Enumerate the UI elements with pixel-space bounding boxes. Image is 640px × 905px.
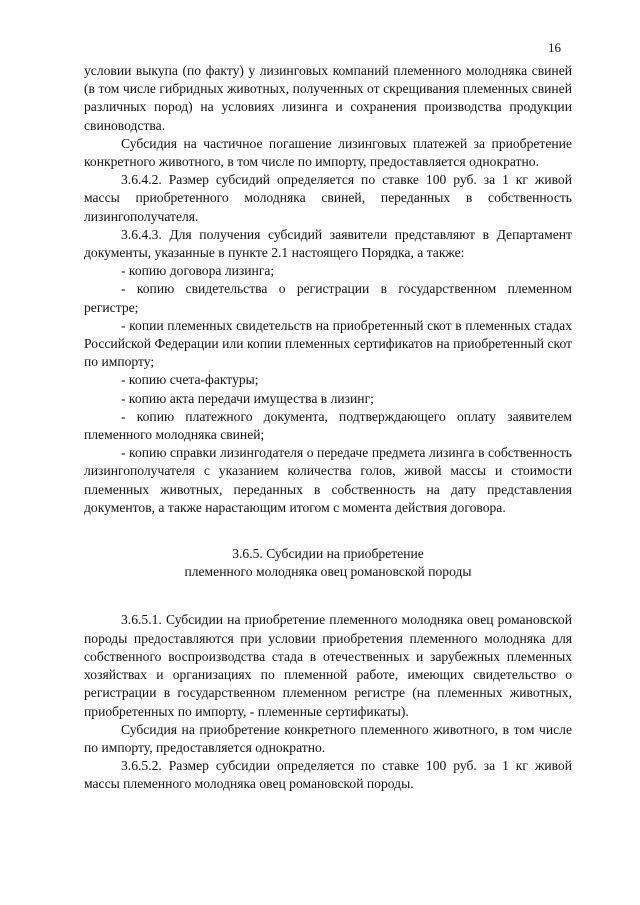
paragraph-3-6-5-1: 3.6.5.1. Субсидии на приобретение племенного молодняка овец романовской породы предоставляются при условии приобретения племенного молодняка для собственного воспроизводства стада в отечественных и зарубежных племенных хозяйствах и организациях по племенной работе, имеющих свидетельство о регистрации в государственном племенном регистре (на племенных животных, приобретенных по импорту, - племенные сертификаты). <box>84 612 572 719</box>
list-item: - копию платежного документа, подтверждающего оплату заявителем племенного молодняка свиней; <box>84 408 572 443</box>
paragraph-3-6-4-2: 3.6.4.2. Размер субсидий определяется по ставке 100 руб. за 1 кг живой массы приобретенного молодняка свиней, переданных в собственность лизингополучателя. <box>84 172 572 224</box>
list-item: - копии племенных свидетельств на приобретенный скот в племенных стадах Российской Федерации или копии племенных сертификатов на приобретенный скот по импорту; <box>84 317 572 370</box>
list-item: - копию свидетельства о регистрации в государственном племенном регистре; <box>84 281 572 315</box>
paragraph-3-6-4-3: 3.6.4.3. Для получения субсидий заявители представляют в Департамент документы, указанные в пункте 2.1 настоящего Порядка, а также: <box>84 226 572 261</box>
section-title-line-2: племенного молодняка овец романовской породы <box>184 564 472 580</box>
section-title <box>84 545 572 581</box>
paragraph-continuation: условии выкупа (по факту) у лизинговых компаний племенного молодняка свиней (в том числе гибридных животных, полученных от скрещивания племенных свиней различных пород) на условиях лизинга и сохранения производства продукции свиноводства. <box>84 63 572 133</box>
page-number: 16 <box>548 40 561 55</box>
section-title-line-1: 3.6.5. Субсидии на приобретение <box>232 546 424 562</box>
paragraph-subsidy-once-sheep: Субсидия на приобретение конкретного племенного животного, в том числе по импорту, предоставляется однократно. <box>84 721 572 755</box>
paragraph-3-6-5-2: 3.6.5.2. Размер субсидии определяется по ставке 100 руб. за 1 кг живой массы племенного молодняка овец романовской породы. <box>84 758 572 792</box>
document-body <box>84 62 572 794</box>
paragraph-subsidy-once: Субсидия на частичное погашение лизинговых платежей за приобретение конкретного животного, в том числе по импорту, предоставляется однократно. <box>84 135 572 170</box>
list-item: - копию договора лизинга; <box>121 263 275 279</box>
list-item: - копию акта передачи имущества в лизинг; <box>121 390 374 406</box>
list-item: - копию справки лизингодателя о передаче предмета лизинга в собственность лизингополучателя с указанием количества голов, живой массы и стоимости племенных животных, переданных в собственность на дату представления документов, а также нарастающим итогом с момента действия договора. <box>84 445 572 515</box>
list-item: - копию счета-фактуры; <box>121 372 259 388</box>
